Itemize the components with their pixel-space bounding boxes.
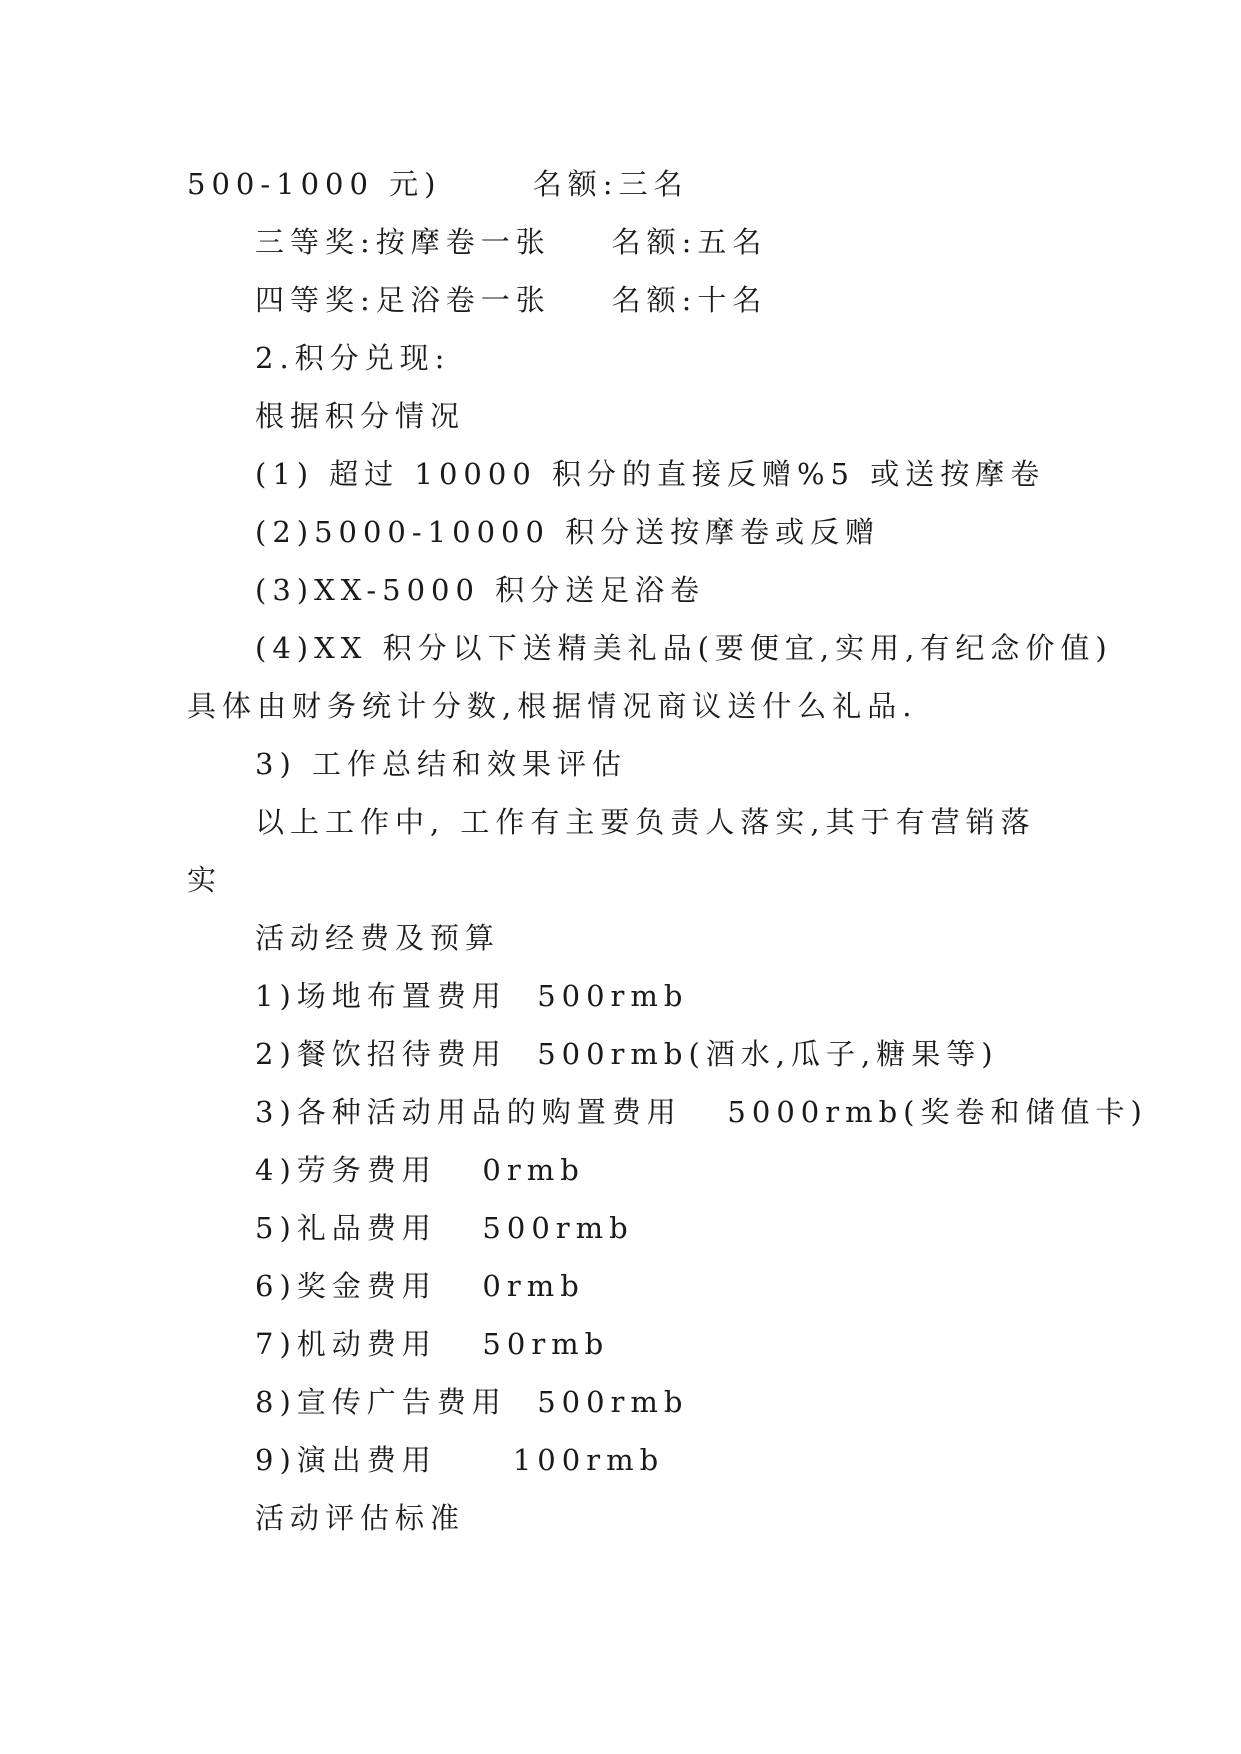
paragraph-line: 实 [187, 863, 223, 897]
budget-item-1: 1)场地布置费用 500rmb [255, 979, 689, 1013]
budget-item-7: 7)机动费用 50rmb [255, 1327, 610, 1361]
prize-line-fourth: 四等奖:足浴卷一张 名额:十名 [255, 283, 768, 317]
prize-line-third: 三等奖:按摩卷一张 名额:五名 [255, 225, 768, 259]
budget-item-4: 4)劳务费用 0rmb [255, 1153, 585, 1187]
list-item-points-3: (3)XX-5000 积分送足浴卷 [255, 573, 706, 607]
list-item-points-4: (4)XX 积分以下送精美礼品(要便宜,实用,有纪念价值) [255, 631, 1113, 665]
paragraph-line: 以上工作中, 工作有主要负责人落实,其于有营销落 [255, 805, 1036, 839]
budget-item-2: 2)餐饮招待费用 500rmb(酒水,瓜子,糖果等) [255, 1037, 999, 1071]
section-heading-points: 2.积分兑现: [255, 341, 451, 375]
section-heading-evaluation: 活动评估标准 [255, 1501, 466, 1535]
budget-item-8: 8)宣传广告费用 500rmb [255, 1385, 689, 1419]
budget-item-9: 9)演出费用 100rmb [255, 1443, 665, 1477]
paragraph-line: 根据积分情况 [255, 399, 466, 433]
list-item-points-2: (2)5000-10000 积分送按摩卷或反赠 [255, 515, 881, 549]
section-heading-summary: 3) 工作总结和效果评估 [255, 747, 627, 781]
list-item-points-1: (1) 超过 10000 积分的直接反赠%5 或送按摩卷 [255, 457, 1046, 491]
budget-item-3: 3)各种活动用品的购置费用 5000rmb(奖卷和储值卡) [255, 1095, 1148, 1129]
paragraph-line: 具体由财务统计分数,根据情况商议送什么礼品. [187, 689, 918, 723]
budget-item-6: 6)奖金费用 0rmb [255, 1269, 585, 1303]
section-heading-budget: 活动经费及预算 [255, 921, 501, 955]
budget-item-5: 5)礼品费用 500rmb [255, 1211, 634, 1245]
prize-line-second-tail: 500-1000 元) 名额:三名 [187, 167, 689, 201]
